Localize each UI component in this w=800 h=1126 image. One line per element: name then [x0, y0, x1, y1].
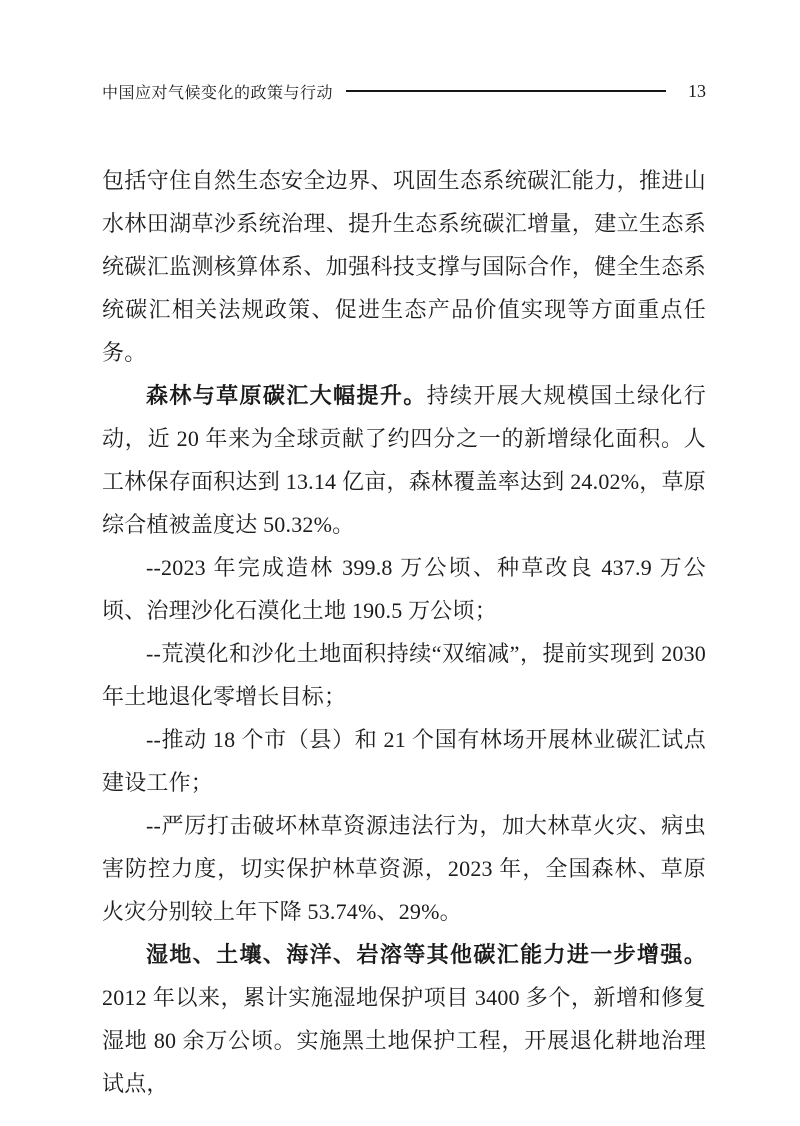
- page-number: 13: [688, 80, 706, 101]
- paragraph: [102, 804, 706, 933]
- header-rule: [346, 90, 666, 92]
- paragraph-text: --推动 18 个市（县）和 21 个国有林场开展林业碳汇试点建设工作；: [102, 727, 706, 795]
- paragraph-text: 2012 年以来，累计实施湿地保护项目 3400 多个，新增和修复湿地 80 余万公顷。实施黑土地保护工程，开展退化耕地治理试点，: [102, 985, 706, 1096]
- paragraph-text: --2023 年完成造林 399.8 万公顷、种草改良 437.9 万公顷、治理沙化石漠化土地 190.5 万公顷；: [102, 555, 706, 623]
- paragraph-text: 持续开展大规模国土绿化行动，近 20 年来为全球贡献了约四分之一的新增绿化面积。人工林保存面积达到 13.14 亿亩，森林覆盖率达到 24.02%，草原综合植被盖度达 50.32%。: [102, 383, 706, 537]
- document-body: [102, 159, 706, 1105]
- paragraph-text: --严厉打击破坏林草资源违法行为，加大林草火灾、病虫害防控力度，切实保护林草资源，2023 年，全国森林、草原火灾分别较上年下降 53.74%、29%。: [102, 813, 706, 924]
- page-header: [102, 78, 706, 104]
- running-header-title: 中国应对气候变化的政策与行动: [102, 84, 334, 102]
- paragraph-bold-lead: 湿地、土壤、海洋、岩溶等其他碳汇能力进一步增强。: [146, 942, 706, 967]
- paragraph: [102, 632, 706, 718]
- paragraph: [102, 546, 706, 632]
- paragraph: [102, 374, 706, 546]
- paragraph: [102, 718, 706, 804]
- paragraph: [102, 159, 706, 374]
- paragraph-text: 包括守住自然生态安全边界、巩固生态系统碳汇能力，推进山水林田湖草沙系统治理、提升生态系统碳汇增量，建立生态系统碳汇监测核算体系、加强科技支撑与国际合作，健全生态系统碳汇相关法规政策、促进生态产品价值实现等方面重点任务。: [102, 168, 706, 365]
- paragraph-bold-lead: 森林与草原碳汇大幅提升。: [146, 383, 427, 408]
- paragraph-text: --荒漠化和沙化土地面积持续“双缩减”，提前实现到 2030 年土地退化零增长目标；: [102, 641, 706, 709]
- paragraph: [102, 933, 706, 1105]
